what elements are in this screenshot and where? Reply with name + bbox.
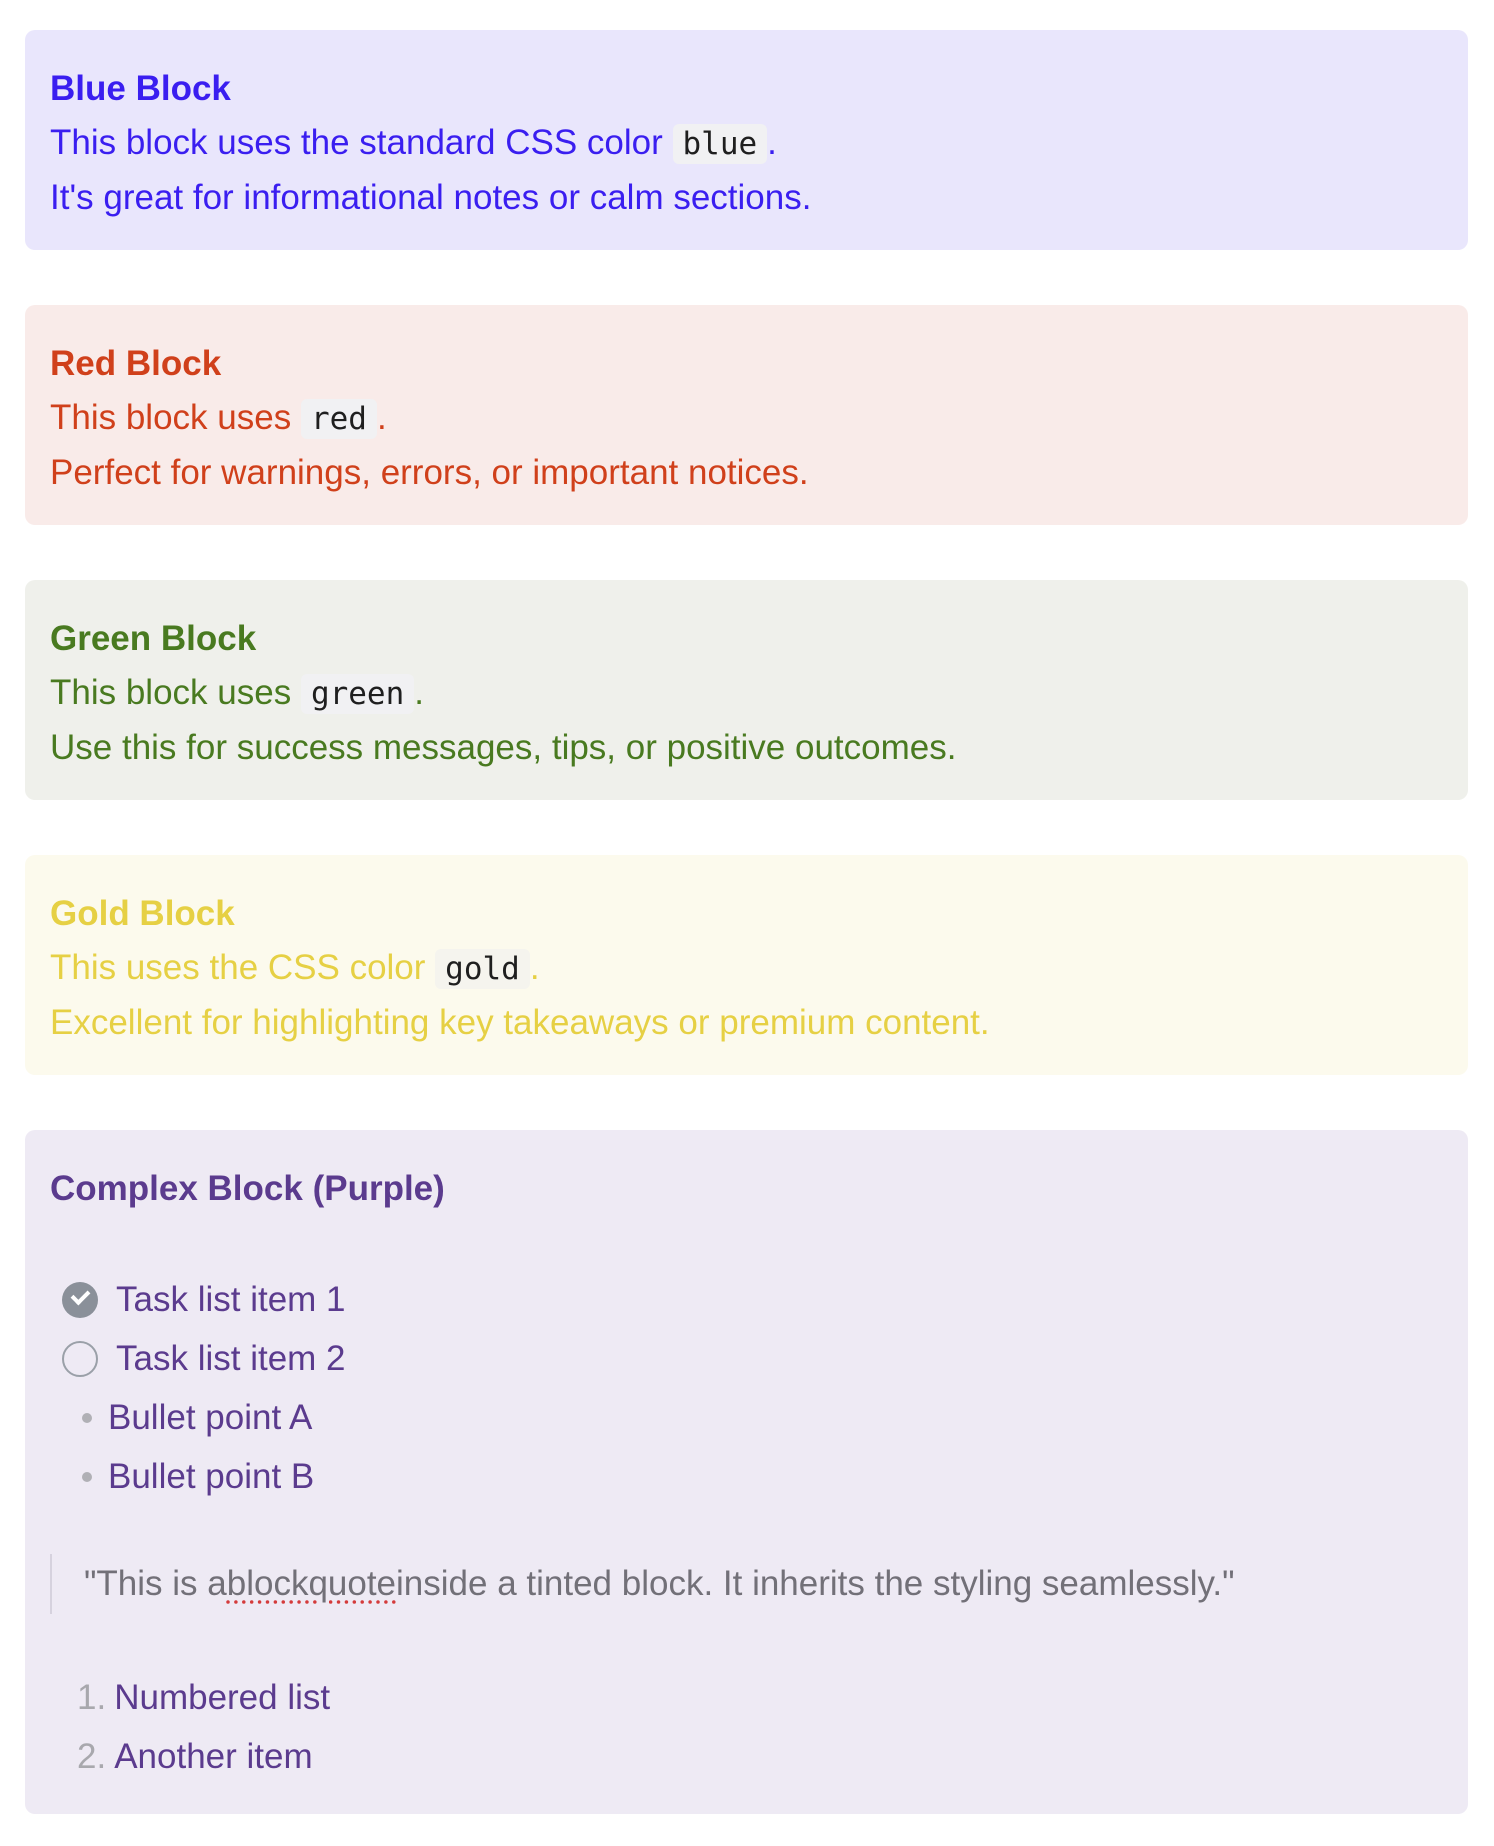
block-line: It's great for informational notes or calm sections.: [50, 178, 812, 217]
inline-code: green: [301, 674, 414, 714]
inline-code: blue: [673, 124, 768, 164]
purple-block: [25, 1130, 1468, 1814]
bullet-dot-icon: [82, 1413, 92, 1423]
blue-block: [25, 30, 1468, 250]
line-text: This block uses the standard CSS color: [50, 123, 673, 162]
block-title: Gold Block: [50, 894, 235, 933]
task-label: Task list item 1: [116, 1280, 346, 1319]
line-text: .: [529, 948, 540, 987]
block-title: Red Block: [50, 344, 222, 383]
block-title: Blue Block: [50, 69, 231, 108]
block-title: Complex Block (Purple): [50, 1169, 445, 1208]
blockquote: [50, 1554, 1235, 1614]
task-label: Task list item 2: [116, 1339, 346, 1378]
line-text: This block uses: [50, 673, 301, 712]
line-text: .: [414, 673, 424, 712]
task-item[interactable]: [62, 1329, 346, 1389]
block-line: [50, 666, 1443, 721]
numbered-label: Numbered list: [114, 1678, 331, 1717]
inline-code: red: [301, 399, 377, 439]
quote-text: inside a tinted block. It inherits the styling seamlessly.": [396, 1564, 1235, 1603]
line-text: This block uses: [50, 398, 301, 437]
numbered-item: [77, 1727, 313, 1787]
list-item-label: Bullet point A: [108, 1398, 313, 1437]
block-title: Green Block: [50, 619, 257, 658]
numbered-label: Another item: [114, 1737, 313, 1776]
block-line: [50, 941, 1443, 996]
block-line: Perfect for warnings, errors, or important notices.: [50, 453, 809, 492]
block-line: [50, 116, 1443, 171]
list-number: 2.: [77, 1737, 107, 1776]
gold-block: [25, 855, 1468, 1075]
list-number: 1.: [77, 1678, 107, 1717]
block-line: [50, 391, 1443, 446]
green-block: [25, 580, 1468, 800]
line-text: .: [767, 123, 777, 162]
line-text: This uses the CSS color: [50, 948, 436, 987]
block-line: Use this for success messages, tips, or positive outcomes.: [50, 728, 957, 767]
list-item-label: Bullet point B: [108, 1457, 315, 1496]
list-item: [82, 1447, 314, 1507]
numbered-item: [77, 1668, 330, 1728]
red-block: [25, 305, 1468, 525]
block-line: Excellent for highlighting key takeaways or premium content.: [50, 1003, 990, 1042]
list-item: [82, 1388, 312, 1448]
inline-code: gold: [435, 949, 530, 989]
unchecked-circle-icon[interactable]: [62, 1341, 98, 1377]
spellcheck-word[interactable]: blockquote: [226, 1564, 397, 1603]
task-item[interactable]: [62, 1270, 346, 1330]
quote-text: "This is a: [84, 1564, 227, 1603]
bullet-dot-icon: [82, 1472, 92, 1482]
line-text: .: [376, 398, 387, 437]
checked-circle-icon[interactable]: [62, 1282, 98, 1318]
